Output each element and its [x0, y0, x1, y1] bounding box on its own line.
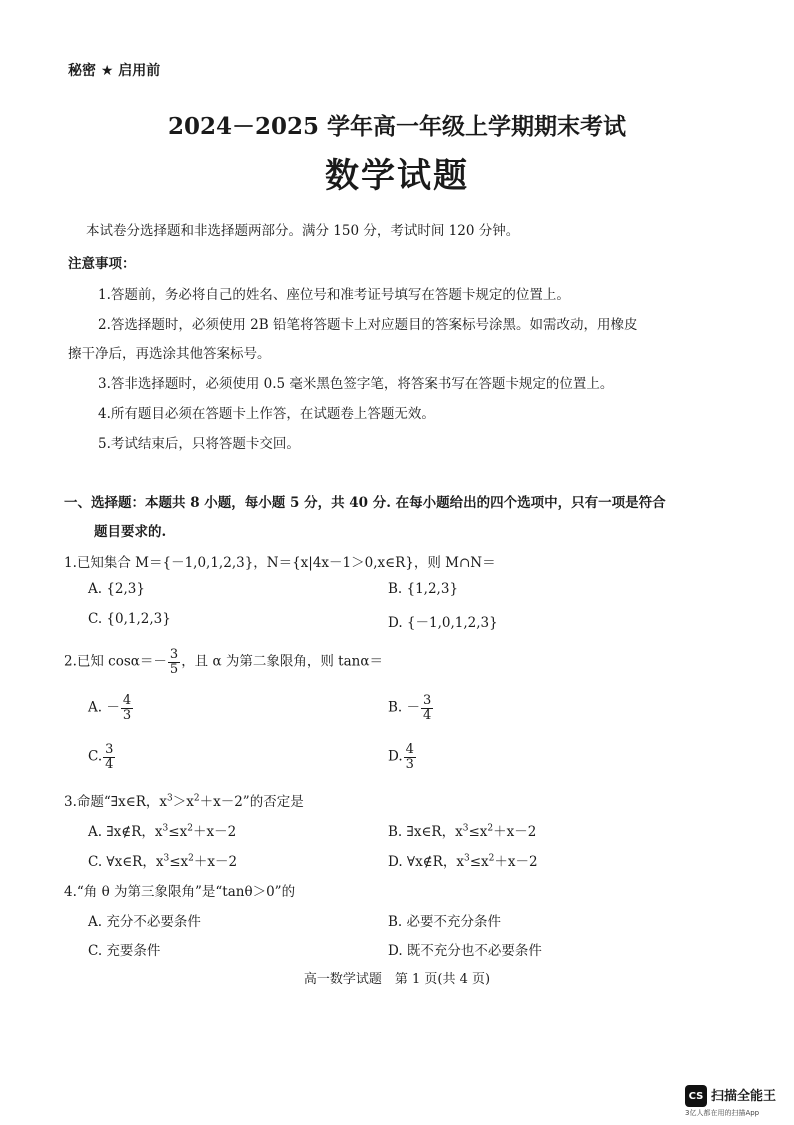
page-footer: 高一数学试题 第 1 页(共 4 页): [303, 972, 491, 987]
fraction-denominator: 3: [405, 756, 414, 772]
fraction-denominator: 5: [169, 661, 179, 677]
section-heading-cont: 题目要求的.: [94, 524, 167, 540]
exponent: 3: [462, 823, 469, 834]
option-text: ≤x: [168, 824, 188, 840]
fraction-numerator: 3: [105, 742, 114, 757]
exponent: 2: [488, 853, 495, 864]
question-4-option-d: D. 既不充分也不必要条件: [388, 943, 542, 959]
note-item: 1.答题前，务必将自己的姓名、座位号和准考证号填写在答题卡规定的位置上。: [98, 287, 570, 303]
exponent: 3: [463, 853, 470, 864]
exponent: 2: [188, 853, 194, 864]
exponent: 3: [163, 853, 170, 864]
question-1-option-c: C. {0,1,2,3}: [88, 611, 171, 627]
option-text: ＋x－2: [494, 854, 538, 870]
question-2-stem: [64, 648, 383, 676]
exponent: 3: [162, 823, 169, 834]
fraction-denominator: 4: [105, 756, 114, 772]
option-text: ≤x: [468, 824, 488, 840]
question-3-option-d: [388, 850, 538, 870]
section-heading: 一、选择题：本题共 8 小题，每小题 5 分，共 40 分. 在每小题给出的四个选项中，只有一项是符合: [64, 495, 666, 511]
fraction-numerator: 3: [169, 647, 179, 662]
question-1-option-a: A. {2,3}: [88, 581, 145, 597]
option-label: B. －: [388, 699, 421, 716]
option-text: ＋x－2: [493, 824, 537, 840]
stem-text: 3.命题“∃x∈R，x: [64, 794, 167, 810]
fraction-numerator: 3: [423, 693, 432, 708]
question-2-stem-text: 2.已知 cosα＝－: [64, 653, 167, 670]
question-1-option-b: B. {1,2,3}: [388, 581, 459, 597]
question-3-option-c: [88, 850, 237, 870]
question-2-option-b: [388, 694, 434, 722]
option-label: C.: [88, 748, 103, 765]
intro-text: 本试卷分选择题和非选择题两部分。满分 150 分，考试时间 120 分钟。: [86, 223, 520, 239]
note-item: 擦干净后，再选涂其他答案标号。: [68, 346, 271, 362]
note-item: 4.所有题目必须在答题卡上作答，在试题卷上答题无效。: [98, 406, 435, 422]
question-4-stem: 4.“角 θ 为第三象限角”是“tanθ＞0”的: [64, 884, 296, 900]
question-3-option-b: [388, 820, 536, 840]
question-3-option-a: [88, 820, 236, 840]
option-text: ＋x－2: [192, 824, 237, 840]
option-text: ≤x: [469, 854, 489, 870]
stem-text: ＋x－2”的否定是: [199, 794, 304, 810]
exam-title: 2024－2025 学年高一年级上学期期末考试: [167, 113, 627, 140]
note-item: 5.考试结束后，只将答题卡交回。: [98, 436, 300, 452]
exponent: 3: [167, 793, 173, 804]
camscanner-logo-icon: [685, 1085, 707, 1107]
stem-text: ＞x: [172, 794, 194, 810]
question-1-option-d: D. {－1,0,1,2,3}: [388, 615, 498, 631]
subject-title: 数学试题: [325, 156, 469, 196]
question-2-stem-text: ，且 α 为第二象限角，则 tanα＝: [181, 653, 383, 670]
note-item: 3.答非选择题时，必须使用 0.5 毫米黑色签字笔，将答案书写在答题卡规定的位置上。: [98, 376, 614, 392]
note-item: 2.答选择题时，必须使用 2B 铅笔将答题卡上对应题目的答案标号涂黑。如需改动，用橡皮: [98, 317, 638, 333]
option-label: A. －: [88, 699, 120, 716]
fraction-numerator: 4: [122, 693, 132, 708]
option-text: D. ∀x∉R，x: [388, 854, 464, 870]
question-2-option-c: [88, 743, 116, 771]
question-4-option-b: B. 必要不充分条件: [388, 914, 502, 930]
option-label: D.: [388, 748, 403, 765]
secrecy-label: 秘密 ★ 启用前: [68, 63, 161, 79]
watermark-tagline: 3亿人都在用的扫描App: [685, 1109, 760, 1117]
option-text: ≤x: [169, 854, 189, 870]
fraction-denominator: 3: [122, 707, 132, 723]
question-1-stem: 1.已知集合 M＝{－1,0,1,2,3}，N＝{x|4x－1＞0,x∈R}，则 M∩N＝: [64, 555, 496, 571]
fraction: [103, 743, 115, 771]
question-4-option-c: C. 充要条件: [88, 943, 161, 959]
exponent: 2: [187, 823, 193, 834]
exponent: 2: [193, 793, 200, 804]
fraction-denominator: 4: [423, 707, 432, 723]
fraction: [121, 694, 133, 722]
option-text: A. ∃x∉R，x: [88, 824, 163, 840]
logo-text: CS: [688, 1090, 704, 1102]
question-2-option-a: [88, 694, 134, 722]
fraction: [404, 743, 416, 771]
fraction: [168, 648, 180, 676]
watermark-app-name: 扫描全能王: [711, 1089, 777, 1104]
question-4-option-a: A. 充分不必要条件: [88, 914, 201, 930]
option-text: B. ∃x∈R，x: [388, 824, 463, 840]
fraction-numerator: 4: [405, 742, 414, 757]
fraction: [421, 694, 433, 722]
question-2-option-d: [388, 743, 417, 771]
exponent: 2: [487, 823, 494, 834]
question-3-stem: [64, 790, 304, 810]
notes-heading: 注意事项：: [68, 256, 136, 272]
option-text: C. ∀x∈R，x: [88, 854, 164, 870]
option-text: ＋x－2: [193, 854, 238, 870]
